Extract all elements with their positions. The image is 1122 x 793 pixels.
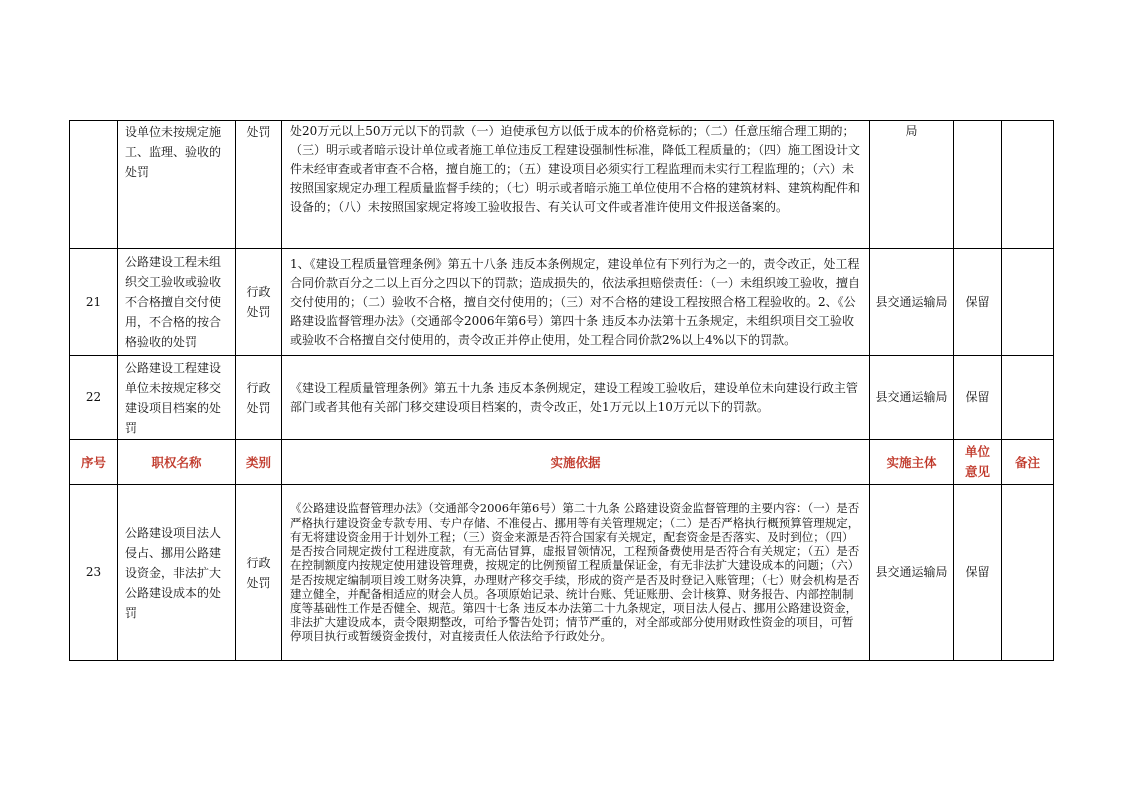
implementing-body: 县交通运输局 — [870, 249, 954, 356]
authority-name: 公路建设项目法人侵占、挪用公路建设资金，非法扩大公路建设成本的处罚 — [118, 485, 236, 661]
header-category: 类别 — [236, 440, 282, 485]
row-number — [70, 121, 118, 249]
remark — [1002, 356, 1054, 440]
row-number: 23 — [70, 485, 118, 661]
unit-opinion: 保留 — [954, 249, 1002, 356]
remark — [1002, 121, 1054, 249]
remark — [1002, 485, 1054, 661]
implementing-body: 县交通运输局 — [870, 356, 954, 440]
row-number: 22 — [70, 356, 118, 440]
legal-basis: 《公路建设监督管理办法》（交通部令2006年第6号）第二十九条 公路建设资金监督管理的主要内容：（一）是否严格执行建设资金专款专用、专户存储、不准侵占、挪用等有关管理规定；（二）是否严格执行概预算管理规定，有无将建设资金用于计划外工程；（三）资金来源是否符合国家有关规定，配套资金是否落实、及时到位；（四）是否按合同规定拨付工程进度款，有无高估冒算，虚报冒领情况，工程预备费使用是否符合有关规定；（五）是否在控制额度内按规定使用建设管理费，按规定的比例预留工程质量保证金，有无非法扩大建设成本的问题；（六）是否按规定编制项目竣工财务决算，办理财产移交手续，形成的资产是否及时登记入账管理；（七）财会机构是否建立健全，并配备相适应的财会人员。各项原始记录、统计台账、凭证账册、会计核算、财务报告、内部控制制度等基础性工作是否健全、规范。第四十七条 违反本办法第二十九条规定，项目法人侵占、挪用公路建设资金，非法扩大建设成本，责令限期整改，可给予警告处罚；情节严重的，对全部或部分使用财政性资金的项目，可暂停项目执行或暂缓资金拨付，对直接责任人依法给予行政处分。 — [282, 485, 870, 661]
category: 行政处罚 — [236, 485, 282, 661]
category: 行政处罚 — [236, 356, 282, 440]
header-opinion: 单位意见 — [954, 440, 1002, 485]
table-row — [70, 121, 1054, 249]
authority-name: 公路建设工程未组织交工验收或验收不合格擅自交付使用，不合格的按合格验收的处罚 — [118, 249, 236, 356]
category: 处罚 — [236, 121, 282, 249]
table-row — [70, 356, 1054, 440]
row-number: 21 — [70, 249, 118, 356]
remark — [1002, 249, 1054, 356]
header-no: 序号 — [70, 440, 118, 485]
header-name: 职权名称 — [118, 440, 236, 485]
header-subject: 实施主体 — [870, 440, 954, 485]
implementing-body: 县交通运输局 — [870, 485, 954, 661]
implementing-body: 局 — [870, 121, 954, 249]
legal-basis: 处20万元以上50万元以下的罚款（一）迫使承包方以低于成本的价格竞标的；（二）任意压缩合理工期的；（三）明示或者暗示设计单位或者施工单位违反工程建设强制性标准，降低工程质量的；（四）施工图设计文件未经审查或者审查不合格，擅自施工的；（五）建设项目必须实行工程监理而未实行工程监理的；（六）未按照国家规定办理工程质量监督手续的；（七）明示或者暗示施工单位使用不合格的建筑材料、建筑构配件和设备的；（八）未按照国家规定将竣工验收报告、有关认可文件或者准许使用文件报送备案的。 — [282, 121, 870, 249]
header-basis: 实施依据 — [282, 440, 870, 485]
unit-opinion: 保留 — [954, 485, 1002, 661]
unit-opinion — [954, 121, 1002, 249]
authority-table — [69, 120, 1054, 661]
authority-name: 设单位未按规定施工、监理、验收的处罚 — [118, 121, 236, 249]
legal-basis: 1、《建设工程质量管理条例》第五十八条 违反本条例规定，建设单位有下列行为之一的，责令改正，处工程合同价款百分之二以上百分之四以下的罚款；造成损失的，依法承担赔偿责任：（一）未组织竣工验收，擅自交付使用的；（二）验收不合格，擅自交付使用的；（三）对不合格的建设工程按照合格工程验收的。2、《公路建设监督管理办法》（交通部令2006年第6号）第四十条 违反本办法第十五条规定，未组织项目交工验收或验收不合格擅自交付使用的，责令改正并停止使用，处工程合同价款2%以上4%以下的罚款。 — [282, 249, 870, 356]
authority-name: 公路建设工程建设单位未按规定移交建设项目档案的处罚 — [118, 356, 236, 440]
unit-opinion: 保留 — [954, 356, 1002, 440]
category: 行政处罚 — [236, 249, 282, 356]
table-row — [70, 249, 1054, 356]
header-row — [70, 440, 1054, 485]
legal-basis: 《建设工程质量管理条例》第五十九条 违反本条例规定，建设工程竣工验收后，建设单位未向建设行政主管部门或者其他有关部门移交建设项目档案的，责令改正，处1万元以上10万元以下的罚款。 — [282, 356, 870, 440]
table-row — [70, 485, 1054, 661]
header-remark: 备注 — [1002, 440, 1054, 485]
